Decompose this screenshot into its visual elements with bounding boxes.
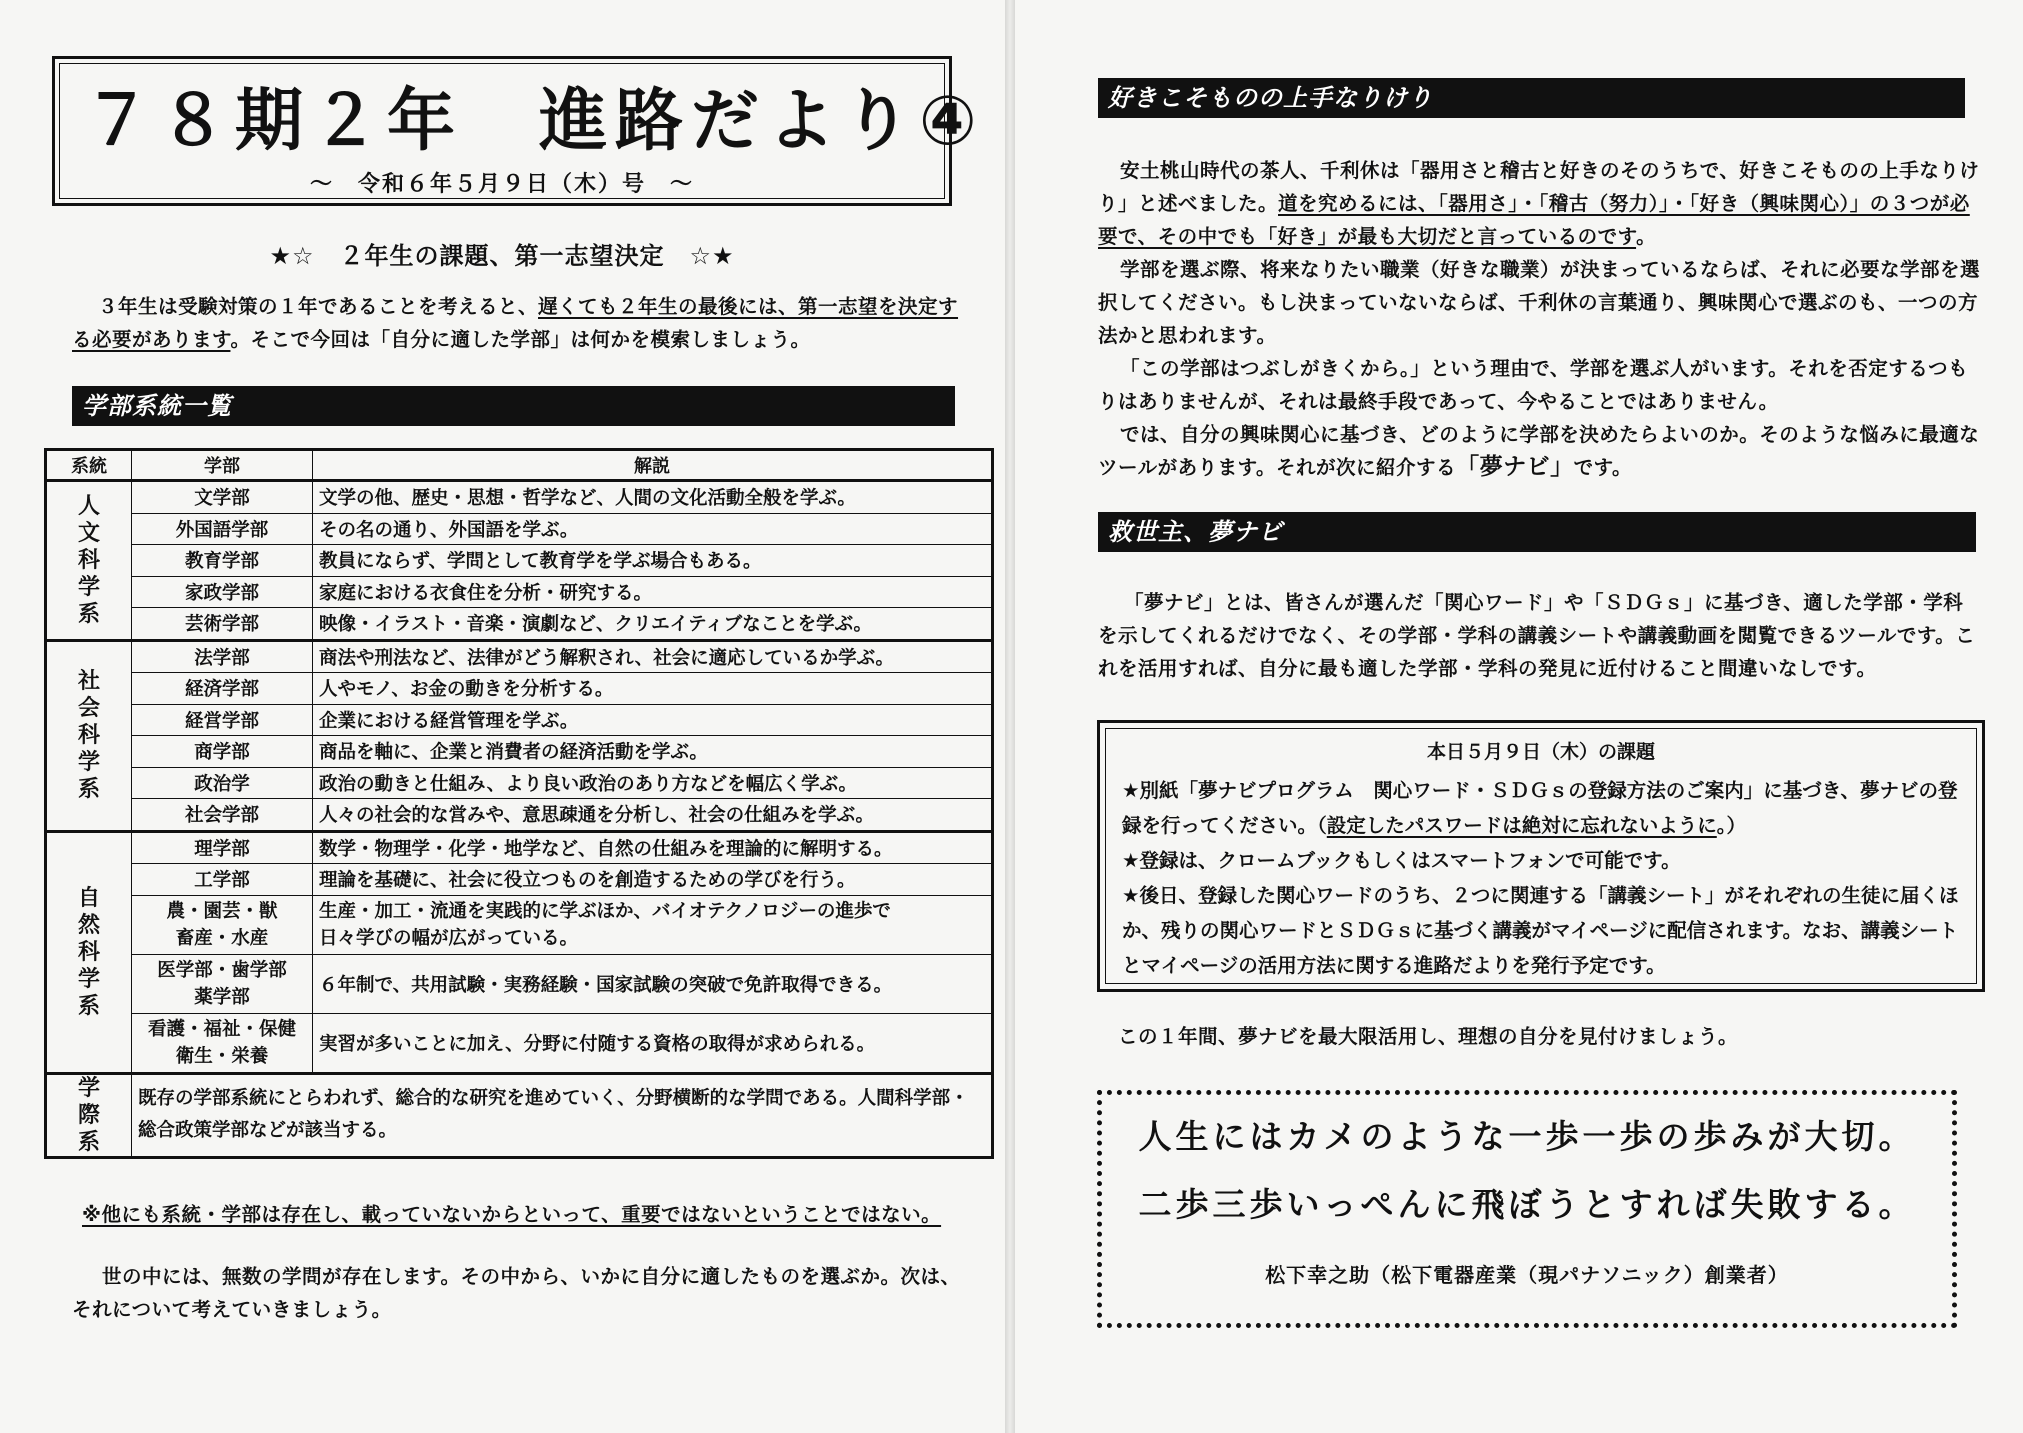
- system-social-sciences: 社会科学系: [46, 640, 132, 831]
- faculty-section-heading: 学部系統一覧: [72, 386, 955, 426]
- quote-attribution: 松下幸之助（松下電器産業（現パナソニック）創業者）: [1265, 1263, 1789, 1287]
- table-row: 工学部 理論を基礎に、社会に役立つものを創造するための学びを行う。: [46, 864, 993, 896]
- table-row: 家政学部 家庭における衣食住を分析・研究する。: [46, 576, 993, 608]
- issue-date: ～ 令和６年５月９日（木）号 ～: [309, 172, 694, 197]
- todays-task-box: [1097, 720, 1985, 992]
- table-row: 農・園芸・獣 畜産・水産 生産・加工・流通を実践的に学ぶほか、バイオテクノロジーの進歩で 日々学びの幅が広がっている。: [46, 895, 993, 954]
- table-row: 医学部・歯学部 薬学部 ６年制で、共用試験・実務経験・国家試験の突破で免許取得できる。: [46, 954, 993, 1013]
- newsletter-title-box: [52, 56, 985, 206]
- table-row: 学際系 既存の学部系統にとらわれず、総合的な研究を進めていく、分野横断的な学問である。人間科学部・総合政策学部などが該当する。: [46, 1073, 993, 1157]
- task-item-lecture-sheets: ★後日、登録した関心ワードのうち、２つに関連する「講義シート」がそれぞれの生徒に届くほか、残りの関心ワードとＳＤＧｓに基づく講義がマイページに配信されます。なお、講義シートとマイページの活用方法に関する進路だよりを発行予定です。: [1122, 884, 1959, 977]
- table-row: 看護・福祉・保健 衛生・栄養 実習が多いことに加え、分野に付随する資格の取得が求められる。: [46, 1013, 993, 1073]
- task-item-devices: ★登録は、クロームブックもしくはスマートフォンで可能です。: [1122, 849, 1681, 872]
- likes-paragraph-3: 「この学部はつぶしがきくから。」という理由で、学部を選ぶ人がいます。それを否定するつもりはありませんが、それは最終手段であって、今やることではありません。: [1098, 357, 1969, 413]
- table-row: 政治学 政治の動きと仕組み、より良い政治のあり方などを幅広く学ぶ。: [46, 767, 993, 799]
- likes-paragraph-2: 学部を選ぶ際、将来なりたい職業（好きな職業）が決まっているならば、それに必要な学部を選択してください。もし決まっていないならば、千利休の言葉通り、興味関心で選ぶのも、一つの方法かと思われます。: [1098, 258, 1981, 347]
- table-row: 社会学部 人々の社会的な営みや、意思疎通を分析し、社会の仕組みを学ぶ。: [46, 799, 993, 832]
- task-title: 本日５月９日（木）の課題: [1426, 741, 1655, 763]
- intro-heading: ★☆ ２年生の課題、第一志望決定 ☆★: [269, 242, 735, 270]
- likes-section-body: [1098, 154, 1980, 484]
- intro-paragraph: ３年生は受験対策の１年であることを考えると、遅くても２年生の最後には、第一志望を決定する必要があります。そこで今回は「自分に適した学部」は何かを模索しましょう。: [72, 295, 959, 351]
- table-row: 経営学部 企業における経営管理を学ぶ。: [46, 704, 993, 736]
- quote-line-1: 人生にはカメのような一歩一歩の歩みが大切。: [1138, 1117, 1916, 1156]
- likes-paragraph-1: 安土桃山時代の茶人、千利休は「器用さと稽古と好きのそのうちで、好きこそものの上手なりけり」と述べました。道を究めるには、「器用さ」・「稽古（努力）」・「好き（興味関心）」の３つが必要で、その中でも「好き」が最も大切だと言っているのです。: [1098, 159, 1980, 248]
- table-row: 芸術学部 映像・イラスト・音楽・演劇など、クリエイティブなことを学ぶ。: [46, 608, 993, 641]
- quote-box: [1097, 1090, 1957, 1328]
- yumenavi-section-heading: 救世主、夢ナビ: [1098, 512, 1976, 552]
- faculty-closing-paragraph: 世の中には、無数の学問が存在します。その中から、いかに自分に適したものを選ぶか。次は、それについて考えていきましょう。: [72, 1265, 961, 1321]
- yumenavi-emphasis: 「夢ナビ」: [1456, 454, 1574, 480]
- intro-underlined: 遅くても２年生の最後には、第一志望を決定する必要があります: [72, 295, 959, 351]
- password-warning: 設定したパスワードは絶対に忘れないように: [1326, 814, 1717, 837]
- table-row: 社会科学系 法学部 商法や刑法など、法律がどう解釈され、社会に適応しているか学ぶ。: [46, 640, 993, 673]
- table-row: 教育学部 教員にならず、学問として教育学を学ぶ場合もある。: [46, 545, 993, 577]
- quote-line-2: 二歩三歩いっぺんに飛ぼうとすれば失敗する。: [1138, 1185, 1916, 1224]
- likes-paragraph-4: では、自分の興味関心に基づき、どのように学部を決めたらよいのか。そのような悩みに最適なツールがあります。それが次に紹介する「夢ナビ」です。: [1098, 423, 1980, 480]
- newsletter-title: ７８期２年 進路だより④: [83, 82, 985, 161]
- likes-section-heading: 好きこそものの上手なりけり: [1098, 78, 1965, 118]
- table-header-row: [46, 450, 993, 481]
- system-humanities: 人文科学系: [46, 481, 132, 641]
- table-row: 自然科学系 理学部 数学・物理学・化学・地学など、自然の仕組みを理論的に解明する。: [46, 831, 993, 864]
- table-row: 人文科学系 文学部 文学の他、歴史・思想・哲学など、人間の文化活動全般を学ぶ。: [46, 481, 993, 514]
- header-system: 系統: [46, 450, 132, 481]
- table-footnote: ※他にも系統・学部は存在し、載っていないからといって、重要ではないということではない。: [82, 1203, 942, 1226]
- faculty-table: [44, 448, 994, 1159]
- yumenavi-paragraph: 「夢ナビ」とは、皆さんが選んだ「関心ワード」や「ＳＤＧｓ」に基づき、適した学部・学科を示してくれるだけでなく、その学部・学科の講義シートや講義動画を閲覧できるツールです。これを活用すれば、自分に最も適した学部・学科の発見に近付けること間違いなしです。: [1098, 591, 1976, 680]
- table-row: 経済学部 人やモノ、お金の動きを分析する。: [46, 673, 993, 705]
- header-description: 解説: [313, 450, 993, 481]
- system-natural-sciences: 自然科学系: [46, 831, 132, 1073]
- table-row: 商学部 商品を軸に、企業と消費者の経済活動を学ぶ。: [46, 736, 993, 768]
- system-interdisciplinary: 学際系: [46, 1073, 132, 1157]
- table-row: 外国語学部 その名の通り、外国語を学ぶ。: [46, 513, 993, 545]
- task-item-register: ★別紙「夢ナビプログラム 関心ワード・ＳＤＧｓの登録方法のご案内」に基づき、夢ナビの登録を行ってください。（設定したパスワードは絶対に忘れないように。）: [1122, 779, 1958, 837]
- likes-underlined: 道を究めるには、「器用さ」・「稽古（努力）」・「好き（興味関心）」の３つが必要で、その中でも「好き」が最も大切だと言っているのです: [1098, 192, 1970, 248]
- page-fold: [1005, 0, 1015, 1433]
- closing-line: この１年間、夢ナビを最大限活用し、理想の自分を見付けましょう。: [1118, 1025, 1739, 1048]
- header-faculty: 学部: [132, 450, 313, 481]
